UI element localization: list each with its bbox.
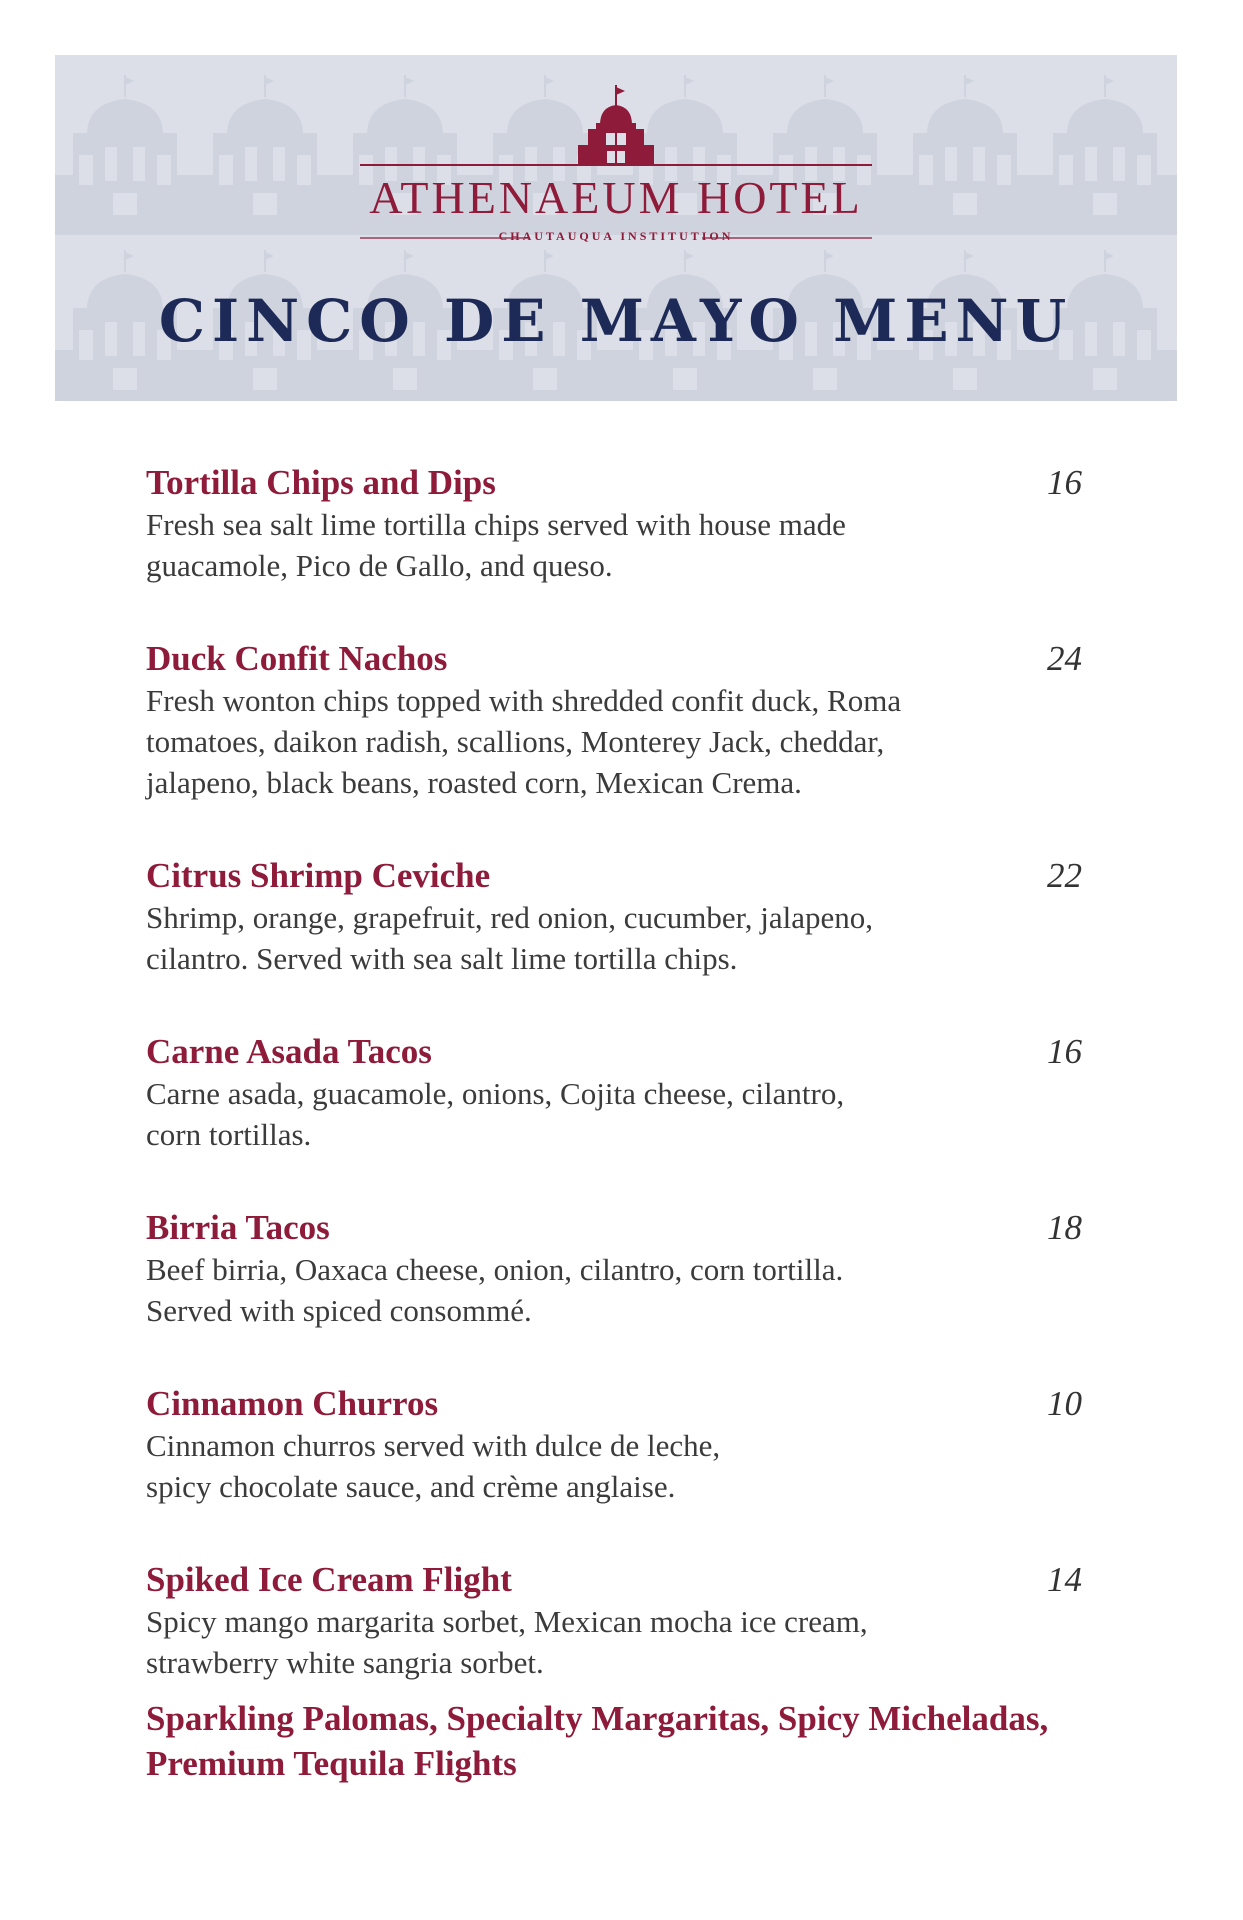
- menu-item-price: 16: [1047, 1032, 1082, 1071]
- menu-item-description-line: cilantro. Served with sea salt lime tortilla chips.: [146, 941, 738, 976]
- drinks-list: [146, 1696, 1106, 1786]
- menu-item-price: 14: [1047, 1560, 1082, 1599]
- menu-header: [55, 55, 1177, 401]
- menu-item-description-line: corn tortillas.: [146, 1117, 312, 1152]
- menu-item-description: [146, 1073, 1006, 1155]
- menu-item: [146, 1207, 1082, 1331]
- menu-item-description-line: Cinnamon churros served with dulce de leche,: [146, 1428, 721, 1463]
- menu-item: [146, 855, 1082, 979]
- menu-item-name: Cinnamon Churros: [146, 1384, 439, 1423]
- menu-item-description-line: Fresh sea salt lime tortilla chips served with house made: [146, 507, 846, 542]
- menu-item-name: Spiked Ice Cream Flight: [146, 1560, 512, 1599]
- menu-item-price: 24: [1047, 639, 1082, 678]
- menu-item-description: [146, 680, 1006, 803]
- menu-item-price: 10: [1047, 1384, 1082, 1423]
- menu-item-description-line: Shrimp, orange, grapefruit, red onion, cucumber, jalapeno,: [146, 900, 874, 935]
- menu-item-description-line: Served with spiced consommé.: [146, 1293, 532, 1328]
- menu-item: [146, 638, 1082, 803]
- menu-item-description: [146, 897, 1006, 979]
- menu-item-name: Tortilla Chips and Dips: [146, 463, 496, 502]
- menu-item-price: 22: [1047, 856, 1082, 895]
- menu-item-price: 18: [1047, 1208, 1082, 1247]
- menu-item-description-line: Spicy mango margarita sorbet, Mexican mocha ice cream,: [146, 1604, 868, 1639]
- hotel-name: ATHENAEUM HOTEL: [369, 172, 863, 223]
- drinks-line: Sparkling Palomas, Specialty Margaritas, Spicy Micheladas,: [146, 1699, 1049, 1738]
- menu-item-description-line: Carne asada, guacamole, onions, Cojita cheese, cilantro,: [146, 1076, 845, 1111]
- menu-item-description-line: strawberry white sangria sorbet.: [146, 1645, 544, 1680]
- menu-item-name: Duck Confit Nachos: [146, 639, 448, 678]
- menu-item-description: [146, 1601, 1006, 1683]
- menu-item-description: [146, 504, 1006, 586]
- menu-item-description-line: jalapeno, black beans, roasted corn, Mexican Crema.: [146, 765, 802, 800]
- menu-item-description: [146, 1425, 1006, 1507]
- hotel-subtitle: CHAUTAUQUA INSTITUTION: [498, 229, 734, 243]
- menu-item-description-line: Beef birria, Oaxaca cheese, onion, cilantro, corn tortilla.: [146, 1252, 844, 1287]
- page-title: CINCO DE MAYO MENU: [158, 287, 1074, 355]
- menu-list: [146, 462, 1082, 1683]
- menu-item-description-line: tomatoes, daikon radish, scallions, Monterey Jack, cheddar,: [146, 724, 885, 759]
- menu-item-description: [146, 1249, 1006, 1331]
- menu-item-name: Birria Tacos: [146, 1208, 330, 1247]
- menu-item: [146, 1559, 1082, 1683]
- menu-item-name: Carne Asada Tacos: [146, 1032, 432, 1071]
- menu-item: [146, 1383, 1082, 1507]
- drinks-line: Premium Tequila Flights: [146, 1744, 517, 1783]
- menu-item-description-line: Fresh wonton chips topped with shredded confit duck, Roma: [146, 683, 902, 718]
- menu-item: [146, 1031, 1082, 1155]
- menu-item: [146, 462, 1082, 586]
- menu-item-price: 16: [1047, 463, 1082, 502]
- menu-item-name: Citrus Shrimp Ceviche: [146, 856, 491, 895]
- menu-item-description-line: spicy chocolate sauce, and crème anglaise.: [146, 1469, 676, 1504]
- menu-item-description-line: guacamole, Pico de Gallo, and queso.: [146, 548, 613, 583]
